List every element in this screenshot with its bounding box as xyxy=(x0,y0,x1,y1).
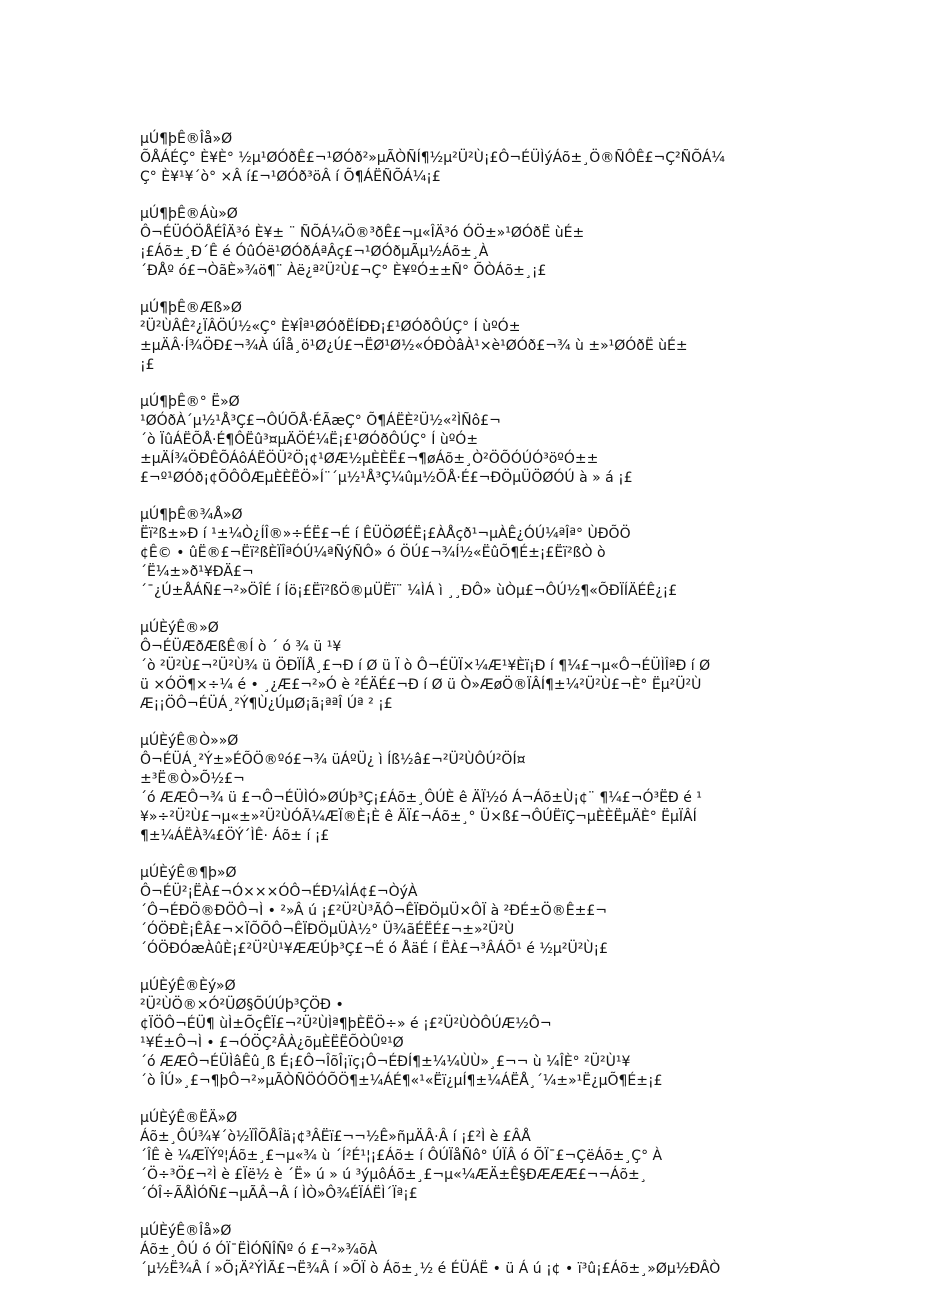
document-page xyxy=(140,130,820,1297)
paragraph-heading: µÚÈýÊ®Îå»Ø xyxy=(140,1223,232,1239)
paragraph xyxy=(140,130,820,187)
paragraph xyxy=(140,205,820,281)
paragraph xyxy=(140,299,820,375)
paragraph-body: ¹ØÓðÀ´µ½¹Å³Ç£¬ÔÚÕÅ·ÉÃæÇ° Õ¶ÁËÈ²Ü½«²ÌÑô£¬ ´ò ÏûÁËÕÅ·É¶ÔËû³¤µÄÖÉ¼Ë¡£¹ØÓðÔÚÇ° Í ùºÓ± ±µÄÍ¾ÖÐÊÕÁôÁËÖÜ²Ö¡¢¹ØÆ½µÈÈË£¬¶øÁõ±¸Ò²ÖÕÓÚÓ³öºÓ±± £¬º¹ØÓð¡¢ÕÔÔÆµÈÈËÖ»Í¨´µ½¹Å³Ç¼ûµ½ÕÅ·É£¬ÐÖµÜÖØÓÚ à » á ¡£ xyxy=(140,413,633,486)
paragraph-body: Ô¬ÉÜ²¡ËÀ£¬Ó×××ÓÔ¬ÉÐ¼ÌÁ¢£¬ÒýÀ ´Ô¬ÉÐÖ®ÐÖÔ¬Ì • ²»Â ú ¡£²Ü²Ù³ÃÔ¬ÊÏÐÖµÜ×ÔÏ à ²ÐÉ±Ö®Ê±£¬ ´ÓÖÐÈ¡ÊÂ£¬×ÏÕÕÔ¬ÊÏÐÖµÜÀ½° Ü¾ãÉËÉ£¬±»²Ü²Ù ´ÓÖÐÓæÀûÈ¡£²Ü²Ù¹¥ÆÆÚþ³Ç£¬É ó ÅäÉ í ËÀ£¬³ÂÁÕ¹ é ½µ²Ü²Ù¡£ xyxy=(140,884,609,957)
paragraph-heading: µÚ¶þÊ®Æß»Ø xyxy=(140,300,242,316)
paragraph xyxy=(140,1109,820,1204)
paragraph xyxy=(140,393,820,488)
paragraph-heading: µÚÈýÊ®ËÄ»Ø xyxy=(140,1110,238,1126)
paragraph-heading: µÚÈýÊ®Èý»Ø xyxy=(140,978,236,994)
paragraph xyxy=(140,732,820,846)
paragraph-heading: µÚÈýÊ®»Ø xyxy=(140,620,219,636)
paragraph-body: ÕÅÁÉÇ° È¥È° ½µ¹ØÓðÊ£¬¹ØÓð²»µÃÒÑÍ¶½µ²Ü²Ù¡£Ô¬ÉÜÌýÁõ±¸Ö®ÑÔÊ£¬Ç²ÑÕÁ¼ Ç° È¥¹¥´ò° ×Â í£¬¹ØÓð³öÂ í Õ¶ÁËÑÕÁ¼¡£ xyxy=(140,150,726,185)
paragraph-body: Ëï²ß±»Ð í ¹±¼Ò¿ÍÎ®»÷ÉË£¬É í ÊÜÖØÉË¡£ÀÅçð¹¬µÀÊ¿ÓÚ¼ªÎª° ÙÐÕÖ ¢Ê© • ûË®£¬Ëï²ßÈÏÎªÓÚ¼ªÑýÑÔ» ó ÖÚ£¬¾Í½«ËûÕ¶É±¡£Ëï²ßÒ ò ´Ë¼±»ð¹¥ÐÄ£¬ ´¯¿Ú±ÅÁÑ£¬²»ÖÎÉ í Íö¡£Ëï²ßÖ®µÜËï¨ ¼ÌÁ ì ¸¸ÐÔ» ùÒµ£¬ÔÚ½¶«ÕÐÏÍÄÉÊ¿¡£ xyxy=(140,526,678,599)
paragraph-heading: µÚ¶þÊ®Îå»Ø xyxy=(140,131,233,147)
paragraph-body: Áõ±¸ÔÚ¾¥´ò½ÏÎÕÅÎä¡¢³ÂËï£¬¬½Ê»ñµÄÂ·Â í ¡£²Ì è £ÂÅ ´ÎÊ è ¼ÆÏÝº¦Áõ±¸£¬µ«¾ ù ´Í²É¹¦¡£Áõ± í ÔÚÏåÑô° ÚÏÂ ó ÕÏ¯£¬ÇëÁõ±¸Ç° À ´Ö÷³Ö£¬²Ì è £Ïë½ è ´Ë» ú » ú ³ýµôÁõ±¸£¬µ«¼ÆÄ±Ê§ÐÆÆÆ£¬¬Áõ±¸ ´ÓÎ÷ÃÅÌÓÑ£¬µÃÂ¬Â í ÌÒ»Ô¾ÉÏÁËÌ´Ïª¡£ xyxy=(140,1129,663,1202)
paragraph-heading: µÚ¶þÊ®Áù»Ø xyxy=(140,206,238,222)
paragraph-body: Ô¬ÉÜÁ¸²Ý±»ÉÕÖ®ºó£¬¾ üÁºÜ¿ ì Íß½â£¬²Ü²ÙÔÚ²ÖÍ¤ ±³Ë®Ò»Õ½£¬ ´ó ÆÆÔ¬¾ ü £¬Ô¬ÉÜÌÓ»ØÚþ³Ç¡£Áõ±¸ÔÚÈ ê ÄÏ½ó Á¬Áõ±Ù¡¢¨ ¶¼£¬Ó³ËÐ é ¹ ¥»÷²Ü²Ù£¬µ«±»²Ü²ÙÓÃ¼ÆÏ®È¡È ê ÄÏ£¬Áõ±¸° Ü×ß£¬ÔÚËïÇ¬µÈÈËµÄÈ° ËµÏÂÍ ¶±¼ÁËÀ¾£ÖÝ´ÌÊ· Áõ± í ¡£ xyxy=(140,752,702,844)
paragraph-body: Ô¬ÉÜÆðÆßÊ®Í ò ´ ó ¾ ü ¹¥ ´ò ²Ü²Ù£¬²Ü²Ù¾ ü ÖÐÏÍÅ¸£¬Ð í Ø ü Ï ò Ô¬ÉÜÏ×¼Æ¹¥Èï¡Ð í ¶¼£¬µ«Ô¬ÉÜÌÎªÐ í Ø ü ×ÓÖ¶×÷¼ é • ¸¿Æ£¬²»Ó è ²ÉÄÉ£¬Ð í Ø ü Ò»ÆøÖ®ÏÂÍ¶±¼²Ü²Ù£¬È° Ëµ²Ü²Ù Æ¡¡ÖÔ¬ÉÜÁ¸²Ý¶Ù¿ÚµØ¡ã¡ªªÎ Úª ² ¡£ xyxy=(140,639,711,712)
paragraph xyxy=(140,1222,820,1279)
paragraph xyxy=(140,864,820,959)
paragraph-heading: µÚÈýÊ®¶þ»Ø xyxy=(140,865,237,881)
paragraph-body: Ô¬ÉÜÓÖÅÉÎÄ³ó È¥± ¨ ÑÕÁ¼Ö®³ðÊ£¬µ«ÎÄ³ó ÓÖ±»¹ØÓðË ùÉ± ¡£Áõ±¸Ð´Ê é ÓûÓë¹ØÓðÁªÂç£¬¹ØÓðµÃµ½Áõ±¸À ´ÐÅº ó£¬ÒãÈ»¾ö¶¨ Àë¿ª²Ü²Ù£¬Ç° È¥ºÓ±±Ñ° ÕÒÁõ±¸¡£ xyxy=(140,225,585,279)
paragraph-heading: µÚ¶þÊ®° Ë»Ø xyxy=(140,394,240,410)
paragraph-heading: µÚÈýÊ®Ò»»Ø xyxy=(140,733,239,749)
paragraph xyxy=(140,977,820,1091)
paragraph-heading: µÚ¶þÊ®¾Å»Ø xyxy=(140,507,243,523)
paragraph-body: Áõ±¸ÔÚ ó ÓÏ¯ËÌÓÑÎÑº ó £¬²»¾õÀ ´µ½Ë¾Â í »Õ¡Ä²ÝÌÃ£¬Ë¾Â í »ÕÏ ò Áõ±¸½ é ÉÜÁË • ü Á ú ¡¢ • ï³û¡£Áõ±¸»Øµ½ÐÂÒ xyxy=(140,1242,721,1277)
paragraph xyxy=(140,506,820,601)
paragraph-body: ²Ü²ÙÂÊ²¿ÏÂÖÚ½«Ç° È¥Îª¹ØÓðËÍÐÐ¡£¹ØÓðÔÚÇ° Í ùºÓ± ±µÄÂ·Í¾ÖÐ£¬¾À úÎå¸ö¹Ø¿Ú£¬ËØ¹Ø½«ÓÐÒâÀ¹×è¹ØÓð£¬¾ ù ±»¹ØÓðË ùÉ± ¡£ xyxy=(140,319,688,373)
paragraph-body: ²Ü²ÙÖ®×Ó²ÜØ§ÕÚÚþ³ÇÖÐ • ¢ÏÖÔ¬ÉÜ¶ ùÌ±ÕçÊÏ£¬²Ü²ÙÌª¶þÈËÖ÷» é ¡£²Ü²ÙÒÔÚÆ½Ô¬ ¹¥É±Ô¬Ì • £¬ÓÖÇ²ÂÀ¿õµÈËËÕÒÛº¹Ø ´ó ÆÆÔ¬ÉÜÌâÊû¸ß É¡£Ô¬ÎõÎ¡ïç¡Ô¬ÉÐÍ¶±¼¼ÙÙ»¸£¬¬ ù ¼ÎÈ° ²Ü²Ù¹¥ ´ò ÎÚ»¸£¬¶þÔ¬²»µÃÒÑÖÓÕÖ¶±¼ÁÉ¶«¹«Ëï¿µÍ¶±¼ÁËÅ¸´¼±»¹Ë¿µÕ¶É±¡£ xyxy=(140,997,663,1089)
paragraph xyxy=(140,619,820,714)
